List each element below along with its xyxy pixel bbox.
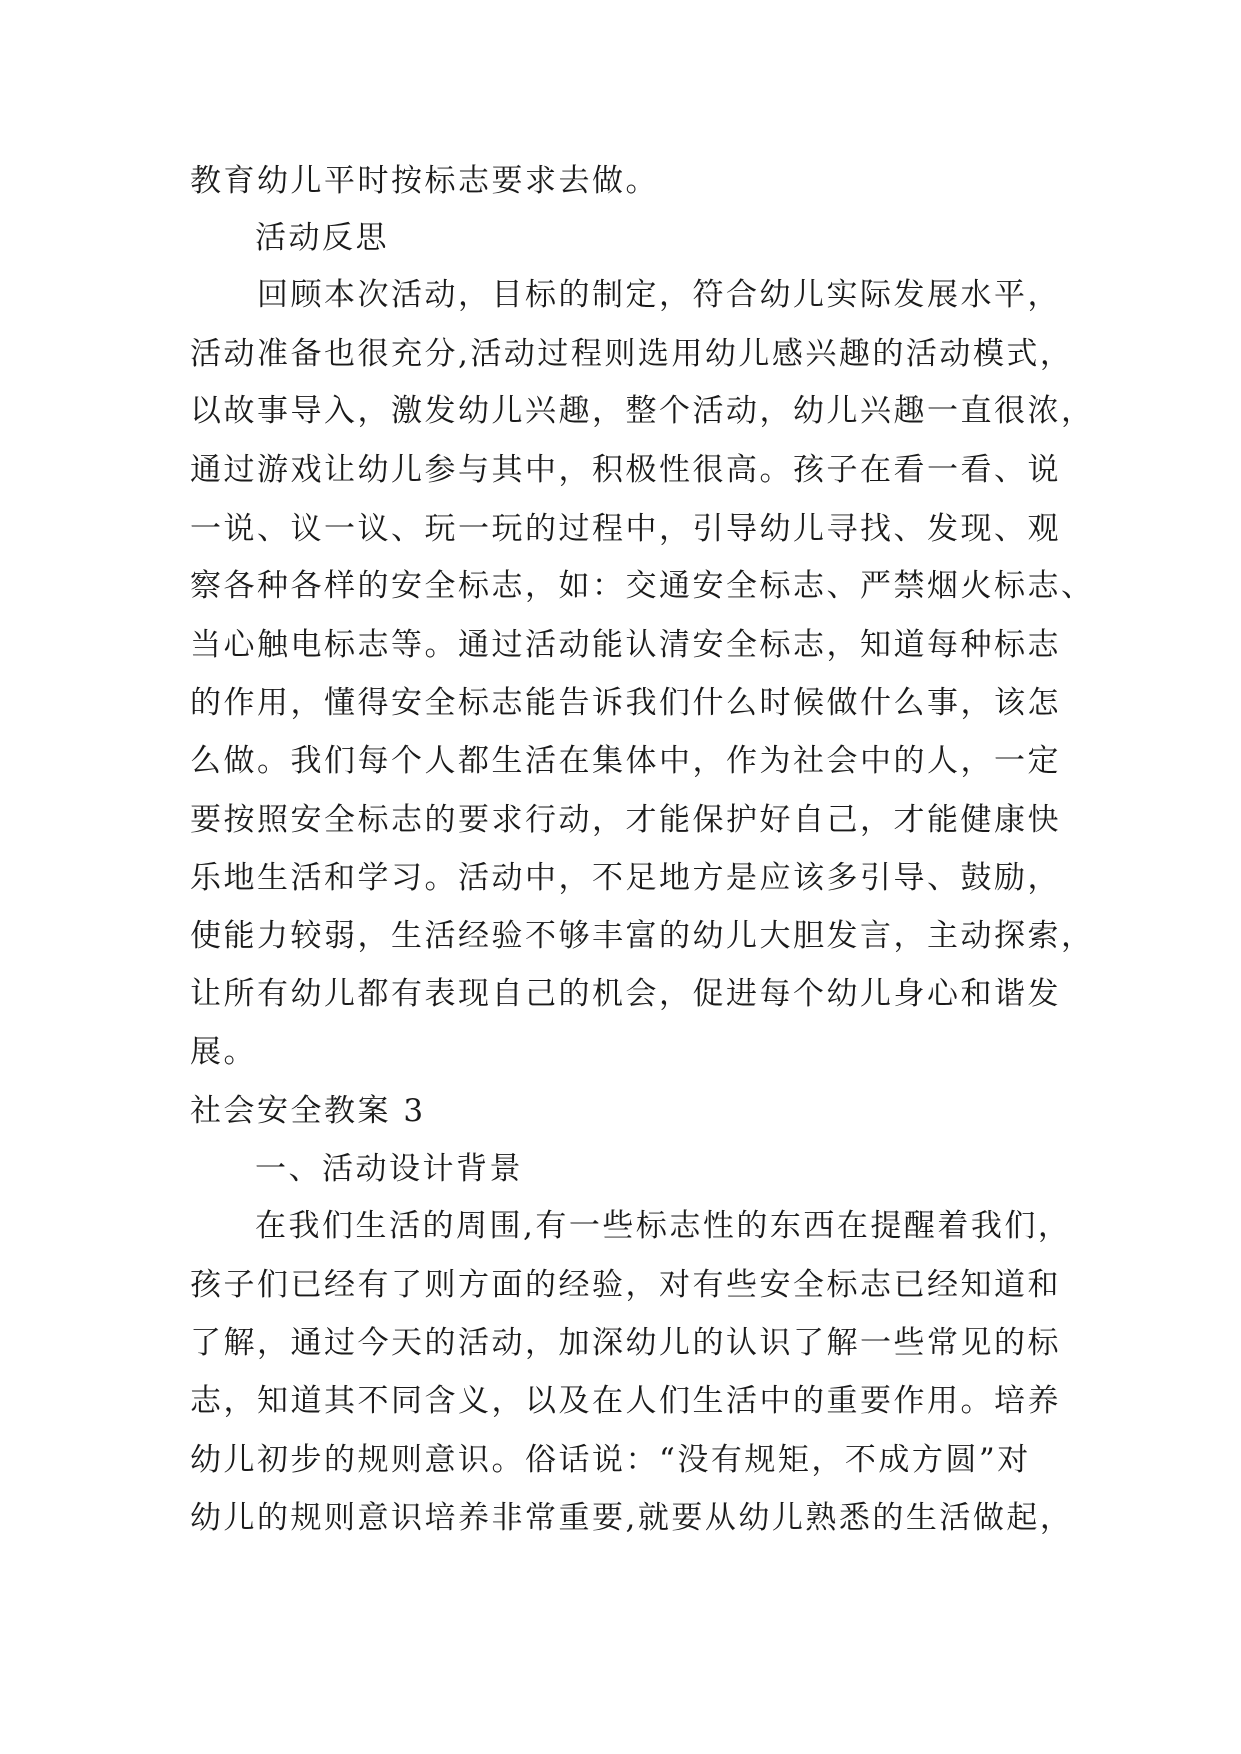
text-line: 了解，通过今天的活动，加深幼儿的认识了解一些常见的标 bbox=[190, 1325, 1061, 1361]
text-line: 一说、议一议、玩一玩的过程中，引导幼儿寻找、发现、观 bbox=[190, 511, 1061, 547]
text-line: 展。 bbox=[190, 1034, 257, 1070]
text-line: 幼儿的规则意识培养非常重要,就要从幼儿熟悉的生活做起， bbox=[190, 1500, 1074, 1536]
text-line: 孩子们已经有了则方面的经验，对有些安全标志已经知道和 bbox=[190, 1267, 1061, 1303]
section-heading: 一、活动设计背景 bbox=[255, 1151, 523, 1187]
text-line: 教育幼儿平时按标志要求去做。 bbox=[190, 163, 659, 199]
text-line: 幼儿初步的规则意识。俗话说：“没有规矩，不成方圆”对 bbox=[190, 1442, 1031, 1478]
text-line: 当心触电标志等。通过活动能认清安全标志，知道每种标志 bbox=[190, 627, 1061, 663]
text-line: 回顾本次活动，目标的制定，符合幼儿实际发展水平， bbox=[257, 277, 1061, 313]
section-heading: 活动反思 bbox=[255, 220, 389, 256]
text-line: 么做。我们每个人都生活在集体中，作为社会中的人，一定 bbox=[190, 743, 1061, 779]
text-line: 察各种各样的安全标志，如：交通安全标志、严禁烟火标志、 bbox=[190, 568, 1095, 604]
text-line: 通过游戏让幼儿参与其中，积极性很高。孩子在看一看、说 bbox=[190, 452, 1061, 488]
text-line: 要按照安全标志的要求行动，才能保护好自己，才能健康快 bbox=[190, 802, 1061, 838]
text-line: 的作用，懂得安全标志能告诉我们什么时候做什么事，该怎 bbox=[190, 685, 1061, 721]
text-line: 以故事导入，激发幼儿兴趣，整个活动，幼儿兴趣一直很浓， bbox=[190, 393, 1095, 429]
text-line: 使能力较弱，生活经验不够丰富的幼儿大胆发言，主动探索， bbox=[190, 918, 1095, 954]
text-line: 活动准备也很充分,活动过程则选用幼儿感兴趣的活动模式， bbox=[190, 336, 1074, 372]
text-line: 乐地生活和学习。活动中，不足地方是应该多引导、鼓励， bbox=[190, 860, 1061, 896]
text-line: 让所有幼儿都有表现自己的机会，促进每个幼儿身心和谐发 bbox=[190, 976, 1061, 1012]
text-line: 在我们生活的周围,有一些标志性的东西在提醒着我们， bbox=[255, 1208, 1072, 1244]
section-title: 社会安全教案 3 bbox=[190, 1093, 426, 1129]
text-line: 志，知道其不同含义，以及在人们生活中的重要作用。培养 bbox=[190, 1383, 1061, 1419]
